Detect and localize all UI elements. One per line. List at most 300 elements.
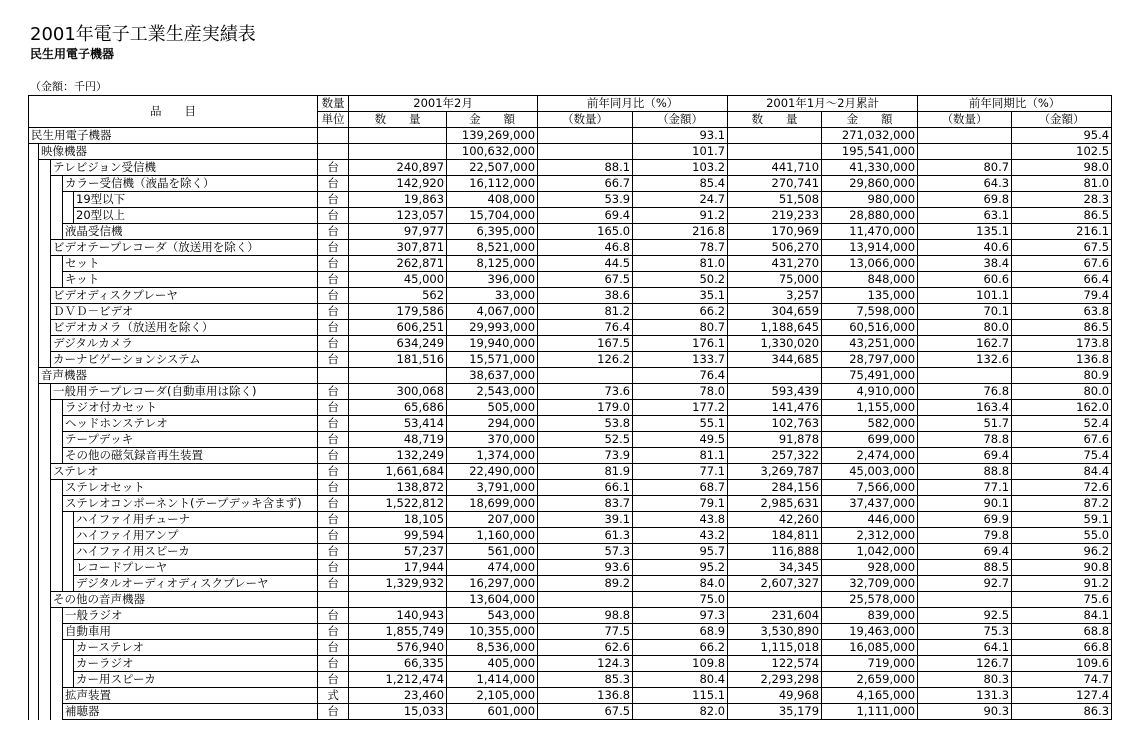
item-name: キット (63, 272, 318, 288)
table-row (29, 336, 1112, 352)
unit-cell: 台 (318, 464, 349, 480)
yoy-period-qty-cell: 69.9 (918, 512, 1012, 528)
item-name: 映像機器 (39, 144, 318, 160)
indent-spacer (63, 560, 74, 576)
cum-amount-cell: 43,251,000 (822, 336, 918, 352)
indent-spacer (39, 528, 51, 544)
yoy-period-qty-cell: 92.5 (918, 608, 1012, 624)
item-name: デジタルオーディオディスクプレーヤ (74, 576, 318, 592)
yoy-qty-cell: 46.8 (538, 240, 633, 256)
qty-cell: 262,871 (349, 256, 447, 272)
indent-spacer (29, 688, 39, 704)
cum-qty-cell: 1,188,645 (728, 320, 822, 336)
indent-spacer (51, 688, 63, 704)
unit-cell: 台 (318, 320, 349, 336)
qty-cell: 1,855,749 (349, 624, 447, 640)
qty-cell: 138,872 (349, 480, 447, 496)
table-row (29, 416, 1112, 432)
cum-qty-cell: 3,530,890 (728, 624, 822, 640)
yoy-qty-cell (538, 144, 633, 160)
yoy-amount-cell: 75.0 (633, 592, 728, 608)
indent-spacer (63, 208, 74, 224)
cum-qty-cell: 3,269,787 (728, 464, 822, 480)
table-row (29, 320, 1112, 336)
yoy-amount-cell: 68.9 (633, 624, 728, 640)
indent-spacer (39, 384, 51, 400)
yoy-period-qty-cell: 69.8 (918, 192, 1012, 208)
amount-cell: 408,000 (447, 192, 538, 208)
yoy-period-amount-cell: 84.1 (1012, 608, 1112, 624)
yoy-qty-cell: 167.5 (538, 336, 633, 352)
unit-cell: 台 (318, 384, 349, 400)
amount-cell: 8,521,000 (447, 240, 538, 256)
indent-spacer (29, 416, 39, 432)
yoy-period-qty-cell: 80.3 (918, 672, 1012, 688)
yoy-qty-cell: 39.1 (538, 512, 633, 528)
yoy-amount-cell: 95.2 (633, 560, 728, 576)
yoy-amount-cell: 177.2 (633, 400, 728, 416)
item-name: 19型以下 (74, 192, 318, 208)
indent-spacer (51, 656, 63, 672)
qty-cell: 606,251 (349, 320, 447, 336)
unit-cell: 台 (318, 656, 349, 672)
qty-cell: 123,057 (349, 208, 447, 224)
table-row (29, 352, 1112, 368)
yoy-qty-cell: 76.4 (538, 320, 633, 336)
cum-qty-cell: 184,811 (728, 528, 822, 544)
yoy-amount-cell: 82.0 (633, 704, 728, 720)
amount-cell: 15,704,000 (447, 208, 538, 224)
qty-cell: 300,068 (349, 384, 447, 400)
table-row (29, 272, 1112, 288)
indent-spacer (29, 624, 39, 640)
indent-spacer (39, 192, 51, 208)
yoy-period-qty-cell: 88.5 (918, 560, 1012, 576)
indent-spacer (29, 224, 39, 240)
unit-note: （金額：千円） (30, 80, 107, 93)
indent-spacer (51, 480, 63, 496)
indent-spacer (29, 352, 39, 368)
amount-cell: 294,000 (447, 416, 538, 432)
item-name: 自動車用 (63, 624, 318, 640)
yoy-period-amount-cell: 102.5 (1012, 144, 1112, 160)
yoy-period-amount-cell: 127.4 (1012, 688, 1112, 704)
yoy-period-qty-cell: 92.7 (918, 576, 1012, 592)
amount-cell: 2,105,000 (447, 688, 538, 704)
amount-cell: 8,536,000 (447, 640, 538, 656)
indent-spacer (51, 192, 63, 208)
yoy-period-qty-cell: 77.1 (918, 480, 1012, 496)
yoy-qty-cell: 73.9 (538, 448, 633, 464)
indent-spacer (39, 624, 51, 640)
yoy-amount-cell: 133.7 (633, 352, 728, 368)
yoy-period-qty-cell: 163.4 (918, 400, 1012, 416)
cum-amount-cell: 41,330,000 (822, 160, 918, 176)
cum-amount-cell: 60,516,000 (822, 320, 918, 336)
indent-spacer (29, 432, 39, 448)
table-row (29, 592, 1112, 608)
indent-spacer (51, 496, 63, 512)
yoy-amount-cell: 80.4 (633, 672, 728, 688)
item-name: カーラジオ (74, 656, 318, 672)
indent-spacer (39, 208, 51, 224)
qty-cell: 15,033 (349, 704, 447, 720)
yoy-period-qty-cell: 88.8 (918, 464, 1012, 480)
yoy-period-amount-cell: 75.6 (1012, 592, 1112, 608)
yoy-period-amount-cell: 84.4 (1012, 464, 1112, 480)
unit-cell: 台 (318, 352, 349, 368)
qty-cell: 240,897 (349, 160, 447, 176)
item-name: 音声機器 (39, 368, 318, 384)
indent-spacer (29, 176, 39, 192)
qty-cell: 179,586 (349, 304, 447, 320)
indent-spacer (29, 608, 39, 624)
yoy-period-qty-cell: 60.6 (918, 272, 1012, 288)
indent-spacer (29, 528, 39, 544)
indent-spacer (63, 640, 74, 656)
item-name: ハイファイ用スピーカ (74, 544, 318, 560)
indent-spacer (39, 160, 51, 176)
item-name: ラジオ付カセット (63, 400, 318, 416)
cum-qty-cell: 231,604 (728, 608, 822, 624)
yoy-qty-cell (538, 592, 633, 608)
unit-cell: 台 (318, 160, 349, 176)
cum-qty-cell: 1,115,018 (728, 640, 822, 656)
indent-spacer (29, 400, 39, 416)
table-row (29, 432, 1112, 448)
unit-cell: 台 (318, 672, 349, 688)
indent-spacer (51, 256, 63, 272)
indent-spacer (51, 208, 63, 224)
unit-cell: 台 (318, 512, 349, 528)
amount-cell: 405,000 (447, 656, 538, 672)
yoy-period-amount-cell: 81.0 (1012, 176, 1112, 192)
table-row (29, 576, 1112, 592)
cum-qty-cell: 51,508 (728, 192, 822, 208)
yoy-amount-cell: 103.2 (633, 160, 728, 176)
item-name: ＤＶＤ－ビデオ (51, 304, 318, 320)
amount-cell: 505,000 (447, 400, 538, 416)
yoy-qty-cell: 89.2 (538, 576, 633, 592)
indent-spacer (39, 416, 51, 432)
amount-cell: 15,571,000 (447, 352, 538, 368)
qty-cell (349, 128, 447, 144)
item-name: ビデオカメラ（放送用を除く） (51, 320, 318, 336)
yoy-period-amount-cell: 162.0 (1012, 400, 1112, 416)
yoy-period-qty-cell: 70.1 (918, 304, 1012, 320)
indent-spacer (51, 608, 63, 624)
table-row (29, 672, 1112, 688)
yoy-qty-cell: 53.9 (538, 192, 633, 208)
yoy-amount-cell: 43.8 (633, 512, 728, 528)
unit-cell: 台 (318, 192, 349, 208)
indent-spacer (39, 640, 51, 656)
cum-amount-cell: 28,880,000 (822, 208, 918, 224)
yoy-period-amount-cell: 67.6 (1012, 256, 1112, 272)
yoy-period-qty-cell: 80.0 (918, 320, 1012, 336)
yoy-amount-cell: 35.1 (633, 288, 728, 304)
indent-spacer (39, 240, 51, 256)
yoy-qty-cell: 38.6 (538, 288, 633, 304)
table-row (29, 688, 1112, 704)
yoy-qty-cell: 126.2 (538, 352, 633, 368)
header-month: 2001年2月 (349, 96, 538, 112)
indent-spacer (29, 576, 39, 592)
yoy-amount-cell: 80.7 (633, 320, 728, 336)
amount-cell: 543,000 (447, 608, 538, 624)
yoy-amount-cell: 49.5 (633, 432, 728, 448)
amount-cell: 22,490,000 (447, 464, 538, 480)
indent-spacer (39, 480, 51, 496)
table-row (29, 480, 1112, 496)
cum-qty-cell: 593,439 (728, 384, 822, 400)
yoy-period-qty-cell: 51.7 (918, 416, 1012, 432)
table-row (29, 304, 1112, 320)
cum-qty-cell: 1,330,020 (728, 336, 822, 352)
unit-cell: 台 (318, 432, 349, 448)
amount-cell: 601,000 (447, 704, 538, 720)
yoy-qty-cell: 179.0 (538, 400, 633, 416)
indent-spacer (51, 560, 63, 576)
amount-cell: 1,160,000 (447, 528, 538, 544)
qty-cell: 1,212,474 (349, 672, 447, 688)
cum-qty-cell: 35,179 (728, 704, 822, 720)
amount-cell: 2,543,000 (447, 384, 538, 400)
yoy-amount-cell: 50.2 (633, 272, 728, 288)
item-name: レコードプレーヤ (74, 560, 318, 576)
cum-amount-cell: 2,659,000 (822, 672, 918, 688)
yoy-amount-cell: 55.1 (633, 416, 728, 432)
header-yoy-period: 前年同期比（%） (918, 96, 1112, 112)
cum-qty-cell: 116,888 (728, 544, 822, 560)
indent-spacer (29, 560, 39, 576)
unit-cell: 台 (318, 544, 349, 560)
yoy-period-qty-cell: 135.1 (918, 224, 1012, 240)
indent-spacer (29, 640, 39, 656)
header-month-qty: 数 量 (349, 112, 447, 128)
indent-spacer (51, 704, 63, 720)
table-row (29, 256, 1112, 272)
yoy-period-amount-cell: 87.2 (1012, 496, 1112, 512)
item-name: 補聴器 (63, 704, 318, 720)
unit-cell: 台 (318, 608, 349, 624)
amount-cell: 1,414,000 (447, 672, 538, 688)
unit-cell: 台 (318, 304, 349, 320)
cum-amount-cell: 7,566,000 (822, 480, 918, 496)
yoy-period-amount-cell: 68.8 (1012, 624, 1112, 640)
cum-amount-cell: 28,797,000 (822, 352, 918, 368)
item-name: 民生用電子機器 (29, 128, 318, 144)
table-row (29, 608, 1112, 624)
yoy-period-amount-cell: 80.9 (1012, 368, 1112, 384)
item-name: 拡声装置 (63, 688, 318, 704)
yoy-qty-cell: 67.5 (538, 272, 633, 288)
indent-spacer (29, 512, 39, 528)
header-cumulative: 2001年1月～2月累計 (728, 96, 918, 112)
amount-cell: 38,637,000 (447, 368, 538, 384)
item-name: その他の磁気録音再生装置 (63, 448, 318, 464)
cum-amount-cell: 16,085,000 (822, 640, 918, 656)
qty-cell: 19,863 (349, 192, 447, 208)
yoy-amount-cell: 81.1 (633, 448, 728, 464)
indent-spacer (39, 576, 51, 592)
cum-amount-cell: 4,165,000 (822, 688, 918, 704)
qty-cell: 1,661,684 (349, 464, 447, 480)
yoy-amount-cell: 78.0 (633, 384, 728, 400)
table-row (29, 448, 1112, 464)
indent-spacer (39, 448, 51, 464)
cum-qty-cell: 102,763 (728, 416, 822, 432)
yoy-period-amount-cell: 59.1 (1012, 512, 1112, 528)
yoy-amount-cell: 79.1 (633, 496, 728, 512)
amount-cell: 6,395,000 (447, 224, 538, 240)
indent-spacer (39, 704, 51, 720)
yoy-amount-cell: 84.0 (633, 576, 728, 592)
cum-amount-cell: 848,000 (822, 272, 918, 288)
header-month-amount: 金 額 (447, 112, 538, 128)
production-table (28, 95, 1112, 720)
unit-cell (318, 144, 349, 160)
amount-cell: 13,604,000 (447, 592, 538, 608)
cum-qty-cell (728, 128, 822, 144)
indent-spacer (51, 448, 63, 464)
unit-cell (318, 368, 349, 384)
indent-spacer (51, 544, 63, 560)
qty-cell: 45,000 (349, 272, 447, 288)
unit-cell: 台 (318, 256, 349, 272)
table-row (29, 128, 1112, 144)
yoy-period-amount-cell: 66.8 (1012, 640, 1112, 656)
item-name: ハイファイ用アンプ (74, 528, 318, 544)
yoy-period-qty-cell: 80.7 (918, 160, 1012, 176)
yoy-amount-cell: 66.2 (633, 304, 728, 320)
indent-spacer (39, 464, 51, 480)
qty-cell: 97,977 (349, 224, 447, 240)
yoy-amount-cell: 216.8 (633, 224, 728, 240)
cum-qty-cell: 257,322 (728, 448, 822, 464)
table-row (29, 384, 1112, 400)
yoy-qty-cell: 66.1 (538, 480, 633, 496)
qty-cell (349, 592, 447, 608)
item-name: ヘッドホンステレオ (63, 416, 318, 432)
indent-spacer (51, 528, 63, 544)
unit-cell: 台 (318, 272, 349, 288)
yoy-qty-cell (538, 128, 633, 144)
qty-cell: 18,105 (349, 512, 447, 528)
item-name: ビデオテープレコーダ（放送用を除く） (51, 240, 318, 256)
yoy-period-qty-cell: 63.1 (918, 208, 1012, 224)
table-row (29, 176, 1112, 192)
yoy-period-qty-cell: 69.4 (918, 448, 1012, 464)
header-unit-top: 数量 (318, 96, 349, 112)
header-cum-amount: 金 額 (822, 112, 918, 128)
indent-spacer (63, 544, 74, 560)
unit-cell: 台 (318, 176, 349, 192)
table-row (29, 208, 1112, 224)
amount-cell: 29,993,000 (447, 320, 538, 336)
header-yoy-month: 前年同月比（%） (538, 96, 728, 112)
amount-cell: 396,000 (447, 272, 538, 288)
table-row (29, 512, 1112, 528)
table-row (29, 496, 1112, 512)
yoy-qty-cell: 66.7 (538, 176, 633, 192)
amount-cell: 3,791,000 (447, 480, 538, 496)
yoy-qty-cell: 52.5 (538, 432, 633, 448)
indent-spacer (29, 144, 39, 160)
indent-spacer (29, 384, 39, 400)
indent-spacer (39, 656, 51, 672)
table-row (29, 464, 1112, 480)
header-yoy-period-amount: （金額） (1012, 112, 1112, 128)
yoy-period-amount-cell: 95.4 (1012, 128, 1112, 144)
item-name: 20型以上 (74, 208, 318, 224)
yoy-amount-cell: 77.1 (633, 464, 728, 480)
indent-spacer (29, 704, 39, 720)
yoy-period-qty-cell: 40.6 (918, 240, 1012, 256)
cum-qty-cell: 42,260 (728, 512, 822, 528)
yoy-amount-cell: 93.1 (633, 128, 728, 144)
indent-spacer (51, 432, 63, 448)
amount-cell: 19,940,000 (447, 336, 538, 352)
amount-cell: 474,000 (447, 560, 538, 576)
table-row (29, 544, 1112, 560)
item-name: セット (63, 256, 318, 272)
cum-qty-cell: 270,741 (728, 176, 822, 192)
table-row (29, 144, 1112, 160)
yoy-period-amount-cell: 86.5 (1012, 208, 1112, 224)
yoy-qty-cell: 136.8 (538, 688, 633, 704)
amount-cell: 33,000 (447, 288, 538, 304)
unit-cell: 台 (318, 704, 349, 720)
yoy-period-amount-cell: 79.4 (1012, 288, 1112, 304)
item-name: テレビジョン受信機 (51, 160, 318, 176)
yoy-period-amount-cell: 63.8 (1012, 304, 1112, 320)
unit-cell: 台 (318, 640, 349, 656)
cum-qty-cell: 3,257 (728, 288, 822, 304)
yoy-period-amount-cell: 216.1 (1012, 224, 1112, 240)
indent-spacer (63, 656, 74, 672)
qty-cell: 181,516 (349, 352, 447, 368)
indent-spacer (51, 176, 63, 192)
item-name: 一般用テープレコーダ(自動車用は除く) (51, 384, 318, 400)
item-name: ステレオセット (63, 480, 318, 496)
indent-spacer (29, 320, 39, 336)
yoy-qty-cell: 57.3 (538, 544, 633, 560)
cum-amount-cell: 29,860,000 (822, 176, 918, 192)
yoy-period-qty-cell: 162.7 (918, 336, 1012, 352)
indent-spacer (39, 320, 51, 336)
yoy-period-qty-cell (918, 128, 1012, 144)
yoy-period-qty-cell: 78.8 (918, 432, 1012, 448)
amount-cell: 207,000 (447, 512, 538, 528)
yoy-period-qty-cell: 132.6 (918, 352, 1012, 368)
cum-qty-cell: 2,607,327 (728, 576, 822, 592)
unit-cell: 台 (318, 496, 349, 512)
indent-spacer (29, 480, 39, 496)
cum-amount-cell: 1,042,000 (822, 544, 918, 560)
unit-cell: 台 (318, 576, 349, 592)
cum-amount-cell: 37,437,000 (822, 496, 918, 512)
cum-amount-cell: 980,000 (822, 192, 918, 208)
yoy-period-amount-cell: 74.7 (1012, 672, 1112, 688)
header-cum-qty: 数 量 (728, 112, 822, 128)
indent-spacer (63, 576, 74, 592)
cum-amount-cell: 582,000 (822, 416, 918, 432)
yoy-period-qty-cell: 64.1 (918, 640, 1012, 656)
cum-qty-cell: 506,270 (728, 240, 822, 256)
indent-spacer (51, 512, 63, 528)
yoy-qty-cell: 69.4 (538, 208, 633, 224)
